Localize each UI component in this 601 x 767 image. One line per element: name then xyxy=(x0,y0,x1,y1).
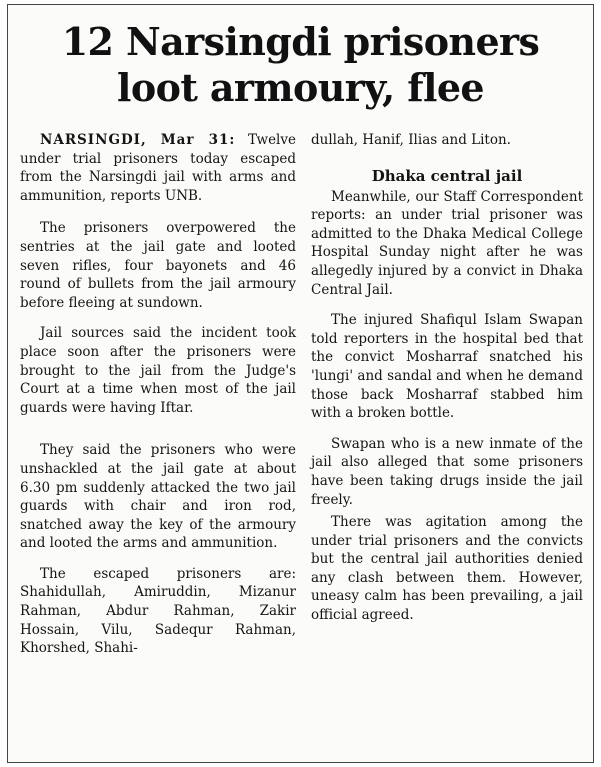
right-column xyxy=(311,131,583,637)
paragraph-attack: They said the prisoners who were unshackled at the jail gate at about 6.30 pm suddenly attacked the two jail guards with chair and iron rod, snatched away the key of the armoury and looted the arms and ammunition. xyxy=(20,442,296,552)
headline xyxy=(8,19,593,111)
left-column xyxy=(20,131,296,670)
headline-line-2: loot armoury, flee xyxy=(117,65,484,110)
paragraph-escaped-list-continued: dullah, Hanif, Ilias and Liton. xyxy=(311,132,511,148)
paragraph-jail-sources: Jail sources said the incident took place soon after the prisoners were brought to the jail from the Judge's Court at a time when most of the jail guards were having Iftar. xyxy=(20,325,296,416)
paragraph-dhaka-report: Meanwhile, our Staff Correspondent reports: an under trial prisoner was admitted to the Dhaka Medical College Hospital Sunday night after he was allegedly injured by a convict in Dhaka Central Jail. xyxy=(311,188,583,298)
headline-line-1: 12 Narsingdi prisoners xyxy=(61,19,540,64)
subheading-dhaka-central-jail: Dhaka central jail xyxy=(371,166,523,185)
paragraph-agitation: There was agitation among the under trial prisoners and the convicts but the central jail authorities denied any clash between them. However, uneasy calm has been prevailing, a jail official agreed. xyxy=(311,514,583,624)
paragraph-injured-swapan: The injured Shafiqul Islam Swapan told reporters in the hospital bed that the convict Mosharraf snatched his 'lungi' and sandal and when he demand those back Mosharraf stabbed him with a broken bottle. xyxy=(311,312,583,422)
paragraph-drugs: Swapan who is a new inmate of the jail also alleged that some prisoners have been taking drugs inside the jail freely. xyxy=(311,435,583,508)
newspaper-clipping xyxy=(7,4,594,763)
paragraph-lead xyxy=(20,131,296,205)
paragraph-looting: The prisoners overpowered the sentries at the jail gate and looted seven rifles, four bayonets and 46 round of bullets from the jail armoury before fleeing at sundown. xyxy=(20,220,296,311)
paragraph-lead-text: Twelve under trial prisoners today escaped from the Narsingdi jail with arms and ammunition, reports UNB. xyxy=(20,132,296,204)
dateline: NARSINGDI, Mar 31: xyxy=(40,132,236,148)
paragraph-escaped-list: The escaped prisoners are: Shahidullah, Amiruddin, Mizanur Rahman, Abdur Rahman, Zakir Hossain, Vilu, Sadequr Rahman, Khorshed, Shahi- xyxy=(20,565,296,657)
